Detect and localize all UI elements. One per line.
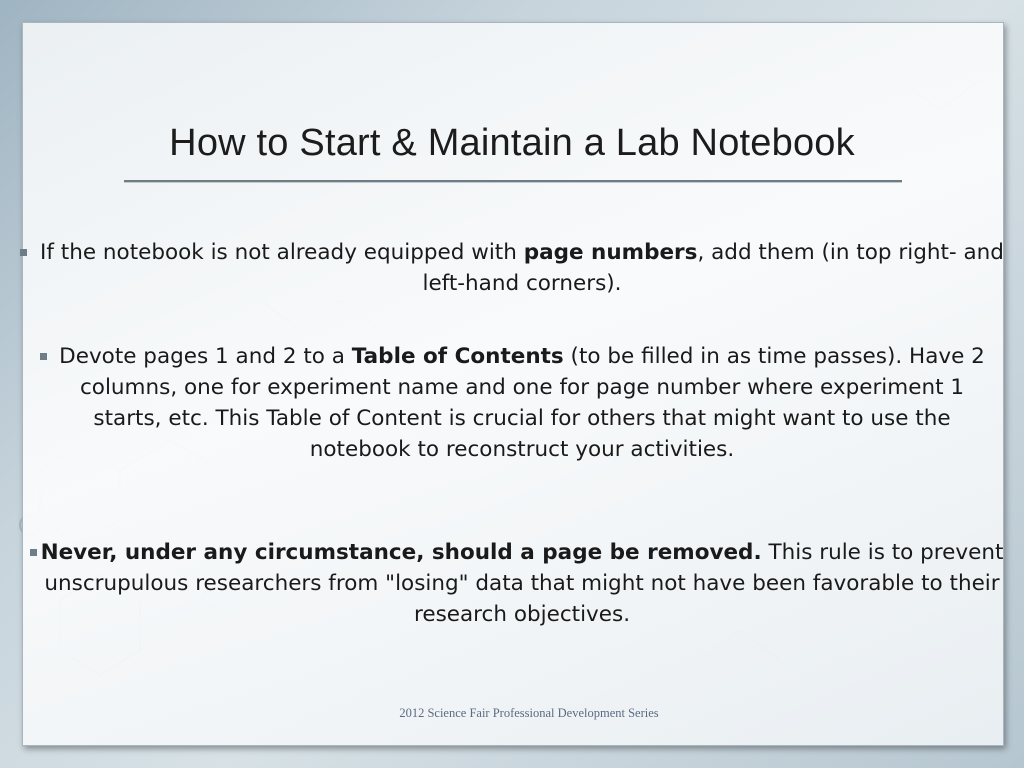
- bullet-text: (to be filled in as time passes). Have 2 columns, one for experiment name and one for page number where experiment 1 starts, etc. This Table of Content is crucial for others that might want to use the notebook to reconstruct your activities.: [79, 344, 985, 462]
- bullet-bold-text: Table of Contents: [351, 344, 564, 369]
- bullet-square-icon: [40, 353, 47, 360]
- bullet-never-remove-page: [40, 537, 1004, 630]
- slide-footer: 2012 Science Fair Professional Development Series: [399, 706, 659, 720]
- bullet-table-of-contents: [52, 341, 992, 465]
- bullet-text: If the notebook is not already equipped with: [40, 240, 524, 265]
- bullet-bold-text: page numbers: [523, 240, 698, 265]
- bullet-page-numbers: [40, 237, 1004, 299]
- bullet-text: This rule is to prevent unscrupulous researchers from "losing" data that might not have been favorable to their research objectives.: [44, 540, 1004, 627]
- title-underline: [124, 180, 902, 183]
- bullet-text: , add them (in top right- and left-hand corners).: [422, 240, 1004, 296]
- bullet-square-icon: [20, 249, 27, 256]
- bullet-square-icon: [30, 549, 37, 556]
- slide-title: How to Start & Maintain a Lab Notebook: [169, 122, 855, 164]
- bullet-bold-text: Never, under any circumstance, should a page be removed.: [40, 540, 762, 565]
- bullet-text: Devote pages 1 and 2 to a: [59, 344, 352, 369]
